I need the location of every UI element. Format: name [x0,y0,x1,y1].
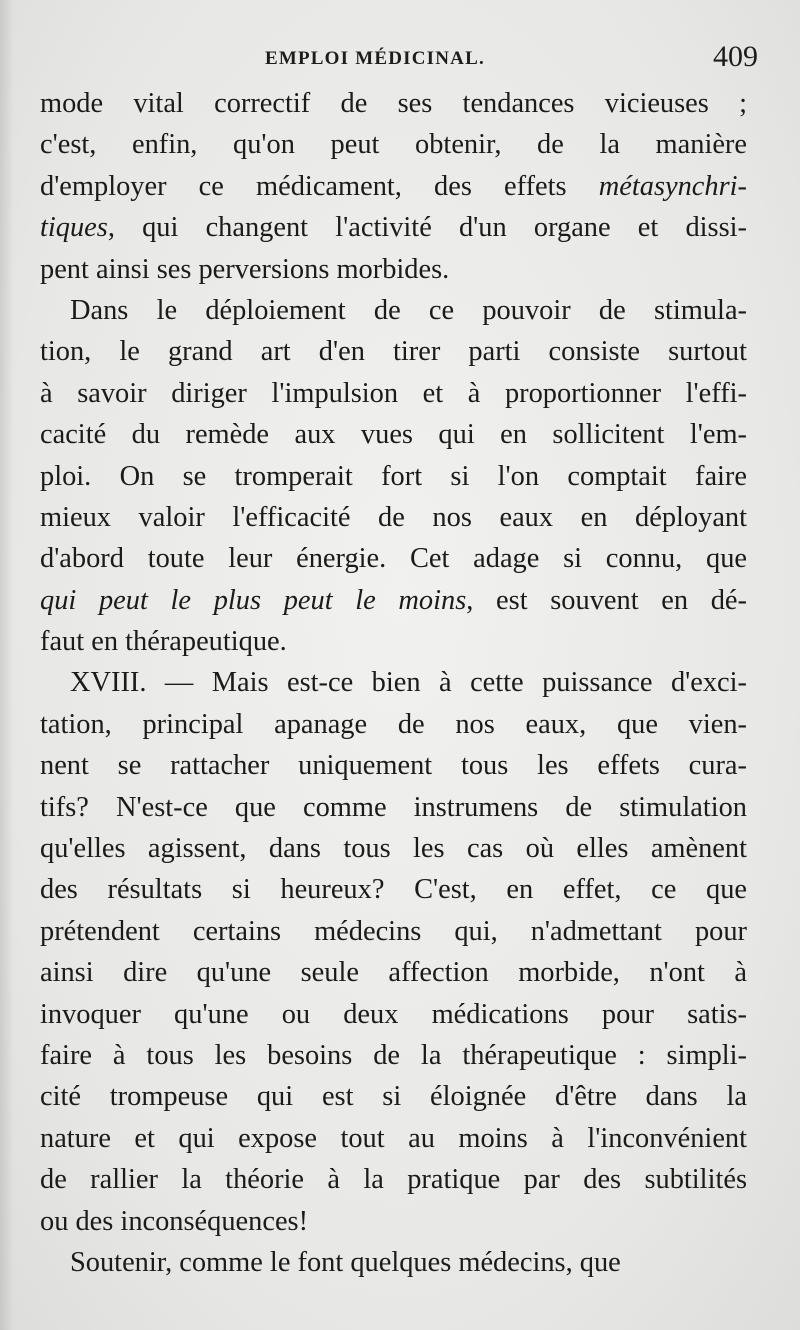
text-line: de rallier la théorie à la pratique par des subtilités [40,1164,747,1196]
text-line: d'employer ce médicament, des effets métasynchri- [40,170,747,202]
text-line: ainsi dire qu'une seule affection morbide, n'ont à [40,957,747,989]
text-line: invoquer qu'une ou deux médications pour satis- [40,998,747,1030]
text-line: à savoir diriger l'impulsion et à proportionner l'effi- [40,377,747,409]
text-line: pent ainsi ses perversions morbides. [40,253,450,285]
text-line: tion, le grand art d'en tirer parti consiste surtout [40,336,747,368]
text-line: tation, principal apanage de nos eaux, que vien- [40,708,747,740]
text-line: qui peut le plus peut le moins, est souvent en dé- [40,584,747,616]
text-line: tiques, qui changent l'activité d'un organe et dissi- [40,212,747,244]
text-line: mieux valoir l'efficacité de nos eaux en déployant [40,501,747,533]
text-line: tifs? N'est-ce que comme instrumens de stimulation [40,791,747,823]
text-line: cacité du remède aux vues qui en sollicitent l'em- [40,419,747,451]
text-line: ou des inconséquences! [40,1205,309,1237]
italic-phrase: métasynchri- [598,170,747,202]
text-line: prétendent certains médecins qui, n'admettant pour [40,915,747,947]
text-line: nent se rattacher uniquement tous les effets cura- [40,750,747,782]
text-line: faire à tous les besoins de la thérapeutique : simpli- [40,1039,747,1071]
page-number: 409 [713,40,758,73]
gutter-shadow [0,0,14,1330]
text-line: d'abord toute leur énergie. Cet adage si connu, que [40,543,747,575]
text-line: nature et qui expose tout au moins à l'inconvénient [40,1122,747,1154]
text-line: ploi. On se tromperait fort si l'on comptait faire [40,460,747,492]
text-line: c'est, enfin, qu'on peut obtenir, de la manière [40,129,747,161]
text-line: XVIII. — Mais est-ce bien à cette puissance d'exci- [70,667,747,699]
text-line: des résultats si heureux? C'est, en effet, ce que [40,874,747,906]
italic-phrase: tiques [40,212,108,244]
body-text [40,83,747,1283]
running-title: EMPLOI MÉDICINAL. [265,48,485,69]
text-line: Dans le déploiement de ce pouvoir de stimula- [70,294,747,326]
text-line: mode vital correctif de ses tendances vicieuses ; [40,88,747,119]
text-line: Soutenir, comme le font quelques médecins, que [70,1246,621,1278]
text-line: faut en thérapeutique. [40,626,287,658]
text-line: qu'elles agissent, dans tous les cas où elles amènent [40,833,747,865]
text-line: cité trompeuse qui est si éloignée d'être dans la [40,1081,747,1113]
page-header [40,40,758,80]
italic-phrase: qui peut le plus peut le moins [40,584,467,616]
